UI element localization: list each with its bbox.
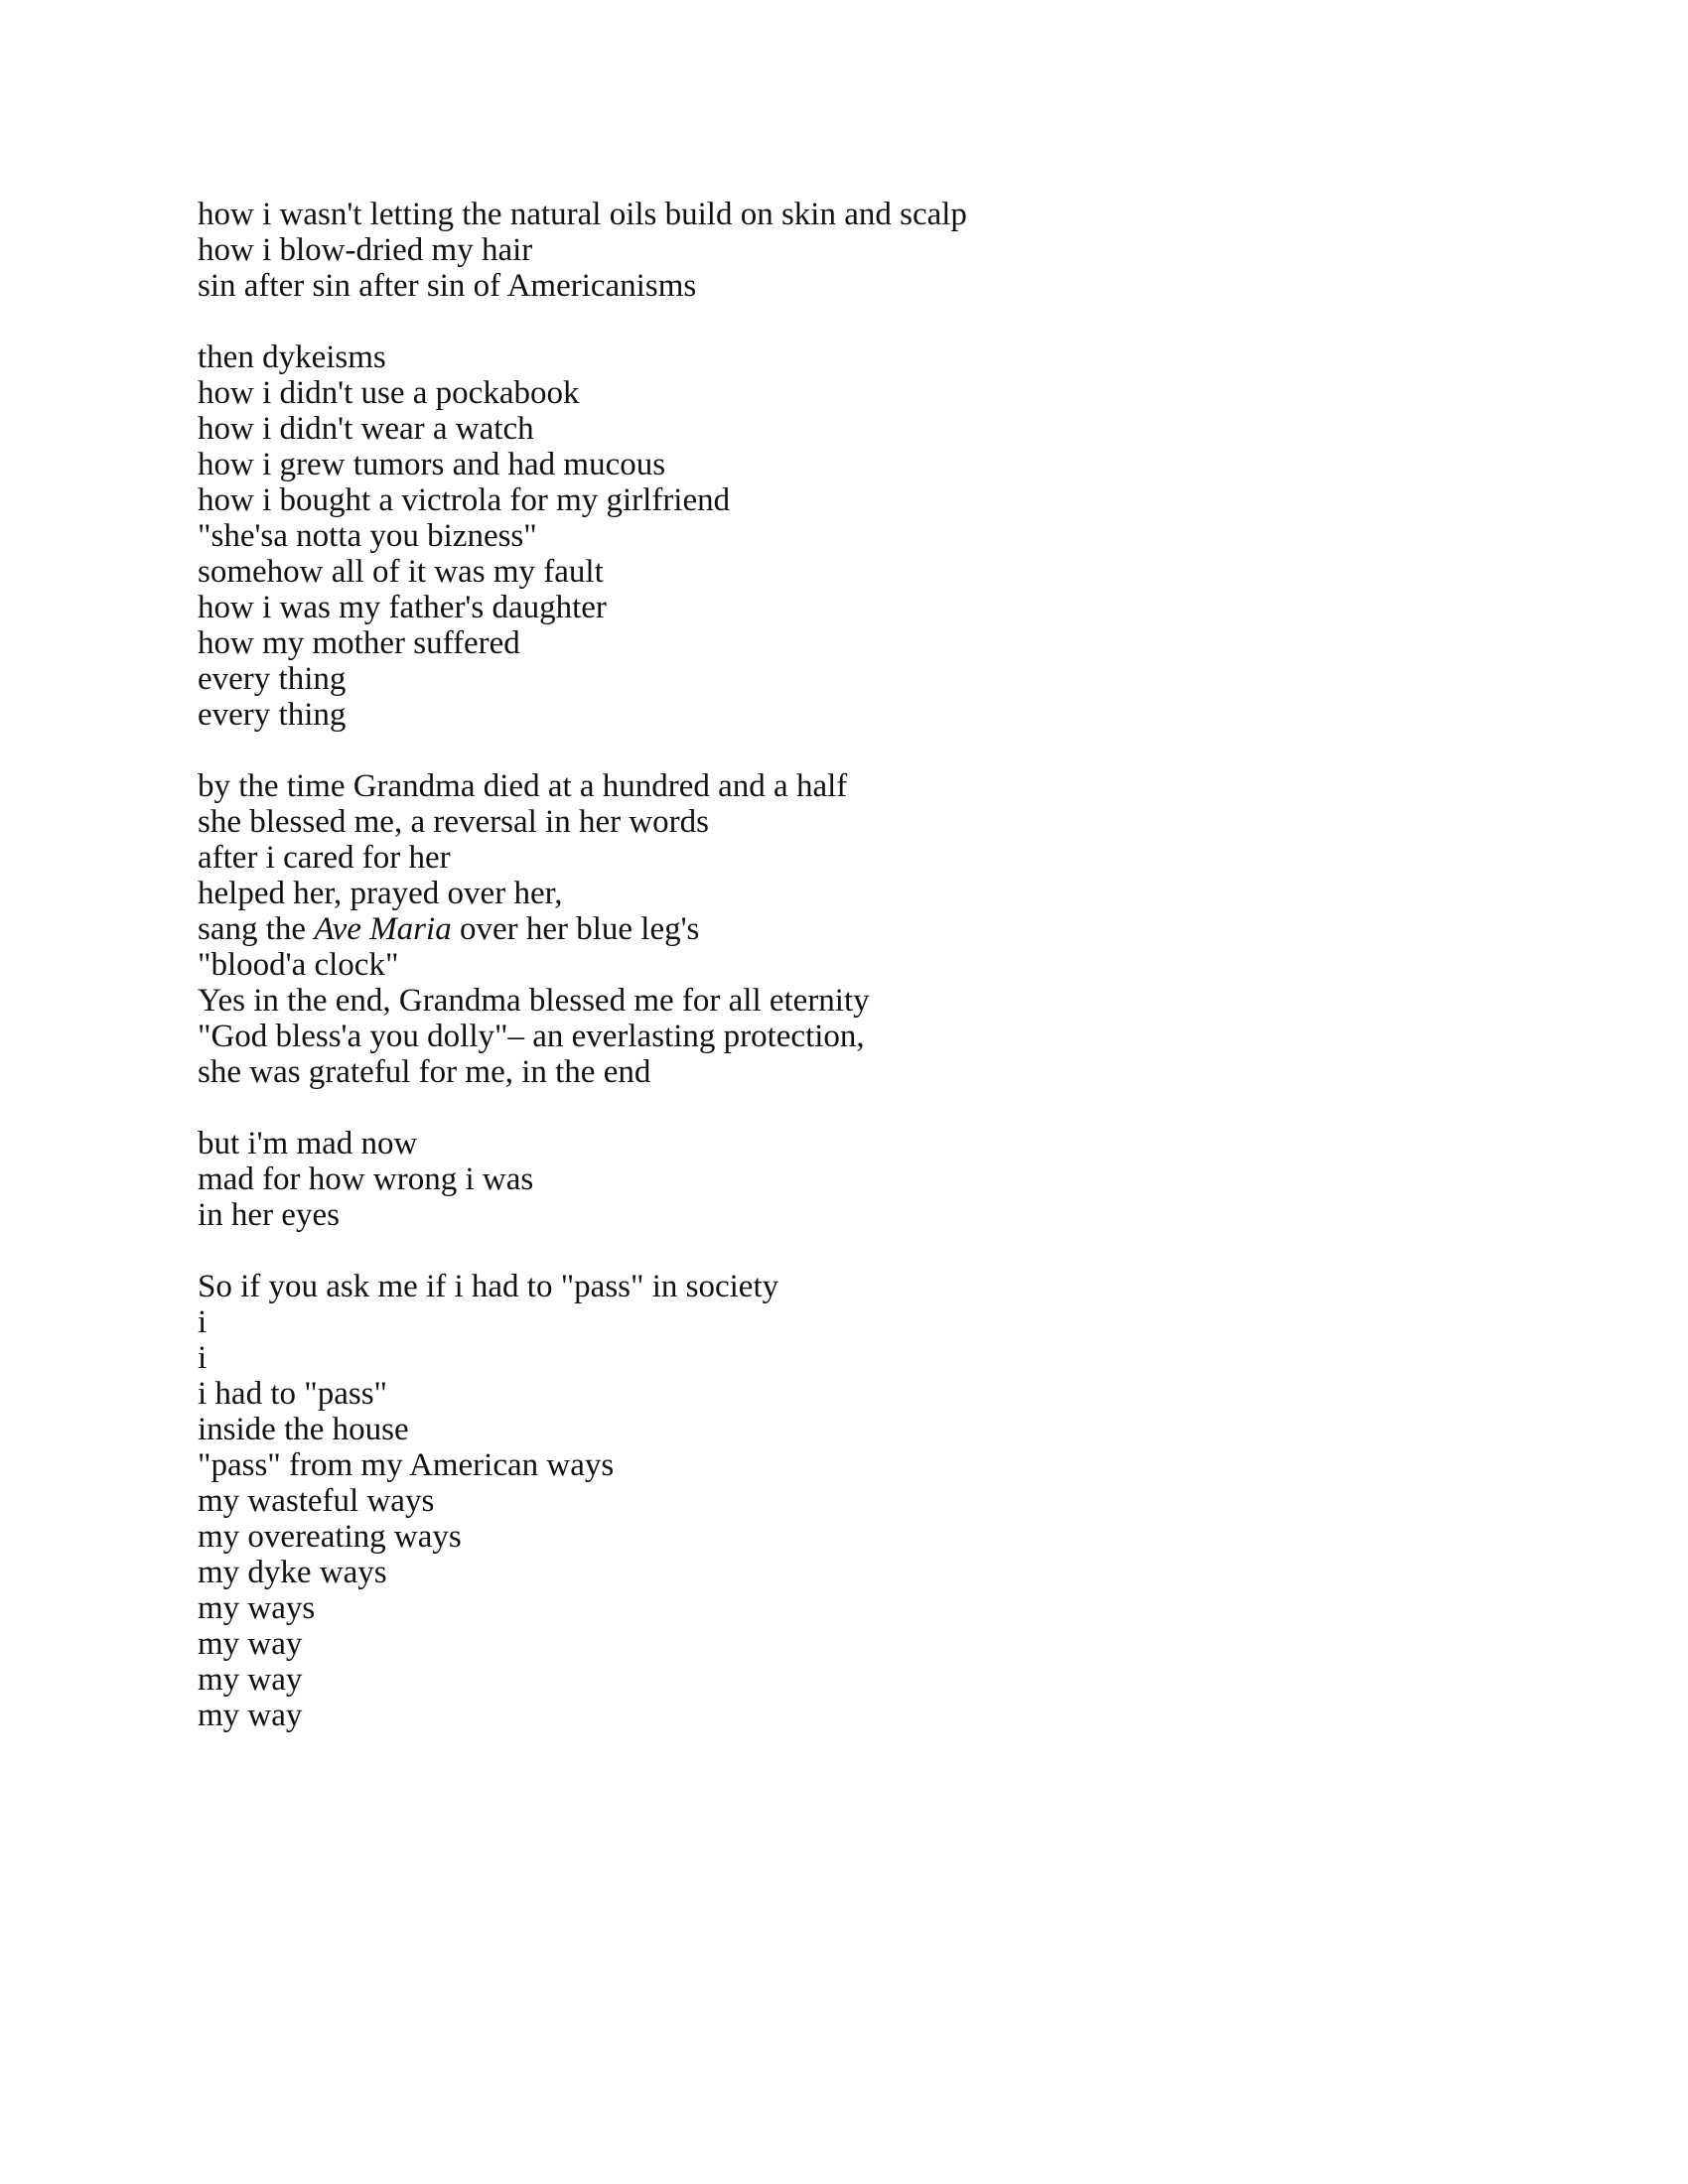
poem-line: how i grew tumors and had mucous	[198, 447, 666, 482]
poem-line: how i wasn't letting the natural oils build on skin and scalp	[198, 197, 967, 232]
poem-line: inside the house	[198, 1412, 409, 1447]
poem-line: in her eyes	[198, 1197, 340, 1233]
poem-line: every thing	[198, 697, 347, 733]
poem-line: helped her, prayed over her,	[198, 876, 563, 911]
poem-line: by the time Grandma died at a hundred and a half	[198, 768, 848, 804]
poem-line: "God bless'a you dolly"– an everlasting protection,	[198, 1019, 865, 1054]
poem-line: my ways	[198, 1590, 316, 1626]
poem-line: how i didn't wear a watch	[198, 411, 534, 447]
poem-line: i	[198, 1304, 208, 1340]
poem-stanza	[198, 1126, 1488, 1233]
poem-stanza	[198, 197, 1488, 304]
poem-line: my dyke ways	[198, 1555, 387, 1590]
poem-line: how i blow-dried my hair	[198, 232, 533, 268]
poem-line: my overeating ways	[198, 1519, 462, 1555]
poem-line: how i bought a victrola for my girlfriend	[198, 482, 731, 518]
poem-line: after i cared for her	[198, 840, 451, 876]
line-text-after: over her blue leg's	[451, 911, 700, 947]
line-text-before: sang the	[198, 911, 315, 947]
poem-stanza	[198, 1269, 1488, 1733]
italic-title: Ave Maria	[314, 911, 452, 947]
poem-line: mad for how wrong i was	[198, 1161, 534, 1197]
poem-line: "blood'a clock"	[198, 947, 399, 983]
poem-line: she blessed me, a reversal in her words	[198, 804, 709, 840]
poem-line: So if you ask me if i had to "pass" in society	[198, 1269, 779, 1304]
poem-line: how i was my father's daughter	[198, 590, 607, 625]
poem-line: but i'm mad now	[198, 1126, 418, 1161]
poem-line	[198, 911, 1488, 947]
poem-stanza	[198, 340, 1488, 733]
poem-line: Yes in the end, Grandma blessed me for all eternity	[198, 983, 870, 1019]
poem-line: then dykeisms	[198, 340, 386, 375]
poem-line: sin after sin after sin of Americanisms	[198, 268, 697, 304]
poem-stanza	[198, 768, 1488, 1090]
poem-line: she was grateful for me, in the end	[198, 1054, 651, 1090]
poem-line: "she'sa notta you bizness"	[198, 518, 537, 554]
poem-line: i	[198, 1340, 208, 1376]
poem-body	[198, 197, 1488, 1769]
poem-line: every thing	[198, 661, 347, 697]
poem-line: my way	[198, 1662, 303, 1698]
poem-line: my way	[198, 1626, 303, 1662]
poem-line: my way	[198, 1698, 303, 1733]
poem-line: "pass" from my American ways	[198, 1447, 615, 1483]
poem-line: somehow all of it was my fault	[198, 554, 604, 590]
poem-line: how my mother suffered	[198, 625, 520, 661]
poem-line: how i didn't use a pockabook	[198, 375, 580, 411]
poem-line: i had to "pass"	[198, 1376, 388, 1412]
poem-line: my wasteful ways	[198, 1483, 435, 1519]
